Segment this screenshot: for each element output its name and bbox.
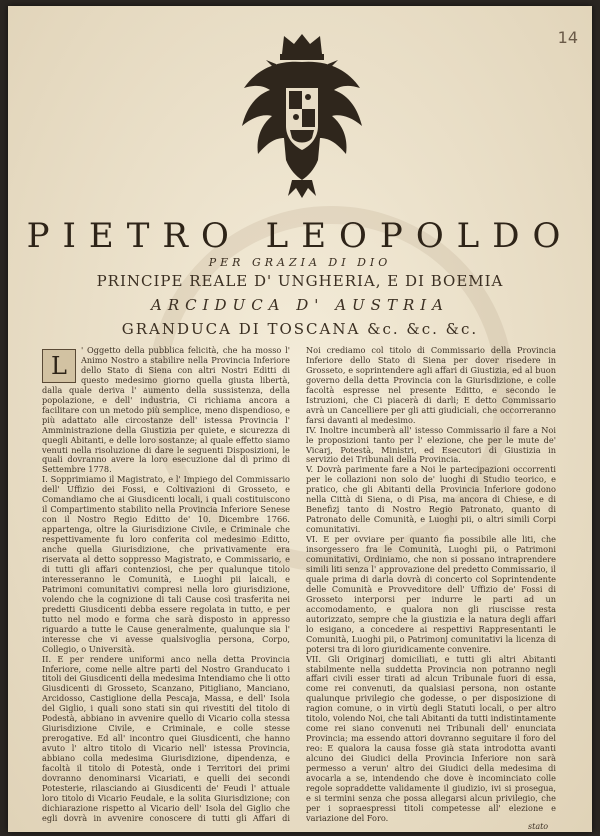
catchword: stato xyxy=(528,822,549,831)
folio-number: 14 xyxy=(557,28,578,47)
paragraph: VI. E per ovviare per quanto fia possibile alle liti, che insorgessero fra le Comunità, Luoghi pii, o Patrimoni comunitativi, Ordiniamo, che non si possano intraprendere simili liti senza l' approvazione del predetto Commissario, il quale prima di darla dovrà di concerto col Soprintendente delle Comunità e Provveditore dell' Uffizio de' Fossi di Grosseto interporsi per indurre le parti ad un accomodamento, e qualora non gli riuscisse resta autorizzato, sempre che la giustizia e la natura degli affari lo esigano, a concedere ai respettivi Rappresentanti le Comunità, Luoghi pii, o Patrimonj comunitativi la licenza di potersi tra di loro giuridicamente convenire. xyxy=(306,534,556,654)
paragraph: VII. Gli Originarj domiciliati, e tutti gli altri Abitanti stabilmente nella suddetta Provincia non potranno negli affari civili esser tirati ad alcun Tribunale fuori di essa, come rei convenuti, da qualsiasi persona, non ostante qualunque privilegio che godesse, o per disposizione di ragion comune, o in virtù degli Statuti locali, o per altro titolo, volendo Noi, che tali Abitanti da tutti indistintamente come rei siano convenuti nei Tribunali dell' enunciata Provincia; ma essendo attori dovranno seguitare il foro del reo: E qualora la causa fosse già stata introdotta avanti alcuno dei Giudici della Provincia Inferiore non sarà permesso a verun' altro dei Giudici della medesima di avocarla a se, intendendo che dove è incominciato colle regole sopraddette validamente il giudizio, ivi si prosegua, e si termini senza che possa allegarsi alcun privilegio, che per i sopraespressi titoli competesse all' elezione e variazione del Foro. xyxy=(306,653,556,823)
title-line-archduke: ARCIDUCA D' AUSTRIA xyxy=(151,296,449,314)
drop-cap: L xyxy=(42,349,76,383)
coat-of-arms-icon xyxy=(236,30,368,202)
paragraph: I. Sopprimiamo il Magistrato, e l' Impiego del Commissario dell' Uffizio dei Fossi, e Coltivazioni di Grosseto, e Comandiamo che ai Giusdicenti locali, i quali costituiscono il Compartimento stabilito nella Provincia Inferiore Senese con il Nostro Regio Editto de' 10. Dicembre 1766. appartenga, oltre la Giurisdizione Civile, e Criminale che respettivamente fu loro conferita col medesimo Editto, anche quella Giurisdizione, che privativamente era riservata al detto soppresso Magistrato, e Commissario, e di tutti gli affari contenziosi, che per qualunque titolo interesseranno le Comunità, e Luoghi pii laicali, e Patrimoni comunitativi compresi nella loro giurisdizione, volendo che la cognizione di tali Cause così trasferita nei predetti Giusdicenti debba essere regolata in tutto, e per tutto nel modo e forma che sarà disposto in appresso riguardo a tutte le Cause generalmente, qualunque sia l' interesse che vi avesse qualsivoglia persona, Corpo, Collegio, o Università. xyxy=(42,474,290,654)
by-grace-line: PER GRAZIA DI DIO xyxy=(208,256,392,269)
text-column-left xyxy=(42,346,290,824)
intro-paragraph xyxy=(42,346,290,475)
paragraph: V. Dovrà parimente fare a Noi le partecipazioni occorrenti per le collazioni non solo de' luoghi di Studio teorico, e pratico, che gli Abitanti della Provincia Inferiore godono nella Città di Siena, o di Pisa, ma ancora di Chiese, e di Benefizj tanto di Nostro Regio Patronato, quanto di Patronato delle Comunità, e Luoghi pii, o altri simili Corpi comunitativi. xyxy=(306,464,556,535)
paragraph: II. E per rendere uniformi anco nella detta Provincia Inferiore, come nelle altre parti del Nostro Granducato i titoli dei Giusdicenti della medesima Intendiamo che li otto Giusdicenti di Grosseto, Scanzano, Pitigliano, Manciano, Arcidosso, Castiglione della Pescaja, Massa, e dell' Isola del Giglio, i quali sono stati sin qui rivestiti del titolo di Podestà, abbiano in avvenire quello di Vicario colla stessa Giurisdizione Civile, e Criminale, e colle stesse prerogative. Ed all' incontro quei Giusdicenti, che hanno avuto l' altro titolo di Vicario nell' istessa Provincia, abbiano colla medesima Giurisdizione, dipendenza, e facoltà il titolo di Potestà, onde i Territori dei primi dovranno denominarsi Vicariati, e quelli dei secondi Potesterie, rilasciando ai Giusdicenti de' Feudi l' attuale loro titolo di Vicario Feudale, e la solita Giurisdizione; con dichiarazione rispetto al Vicario dell' Isola del Giglio che egli dovrà in avvenire conoscere di tutti gli Affari di xyxy=(42,653,290,823)
paragraph: IV. Inoltre incumberà all' istesso Commissario il fare a Noi le proposizioni tanto per l' elezione, che per le mute de' Vicarj, Potestà, Ministri, ed Esecutori di Giustizia in servizio dei Tribunali della Provincia. xyxy=(306,424,556,465)
text-column-right xyxy=(306,346,556,824)
document-page xyxy=(8,6,592,832)
page-title: PIETRO LEOPOLDO xyxy=(26,216,574,256)
intro-text: ' Oggetto della pubblica felicità, che ha mosso l' Animo Nostro a stabilire nella Provincia Inferiore dello Stato di Siena con altri Nostri Editti di questo medesimo giorno quella giusta libertà, dalla quale deriva l' aumento della sussistenza, della popolazione, e dell' industria, Ci richiama ancora a facilitare con un metodo più semplice, meno dispendioso, e più adattato alle circostanze dell' istessa Provincia l' Amministrazione della Giustizia per quiete, e sicurezza di quegli Abitanti, e delle loro sostanze; al quale effetto siamo venuti nella risoluzione di dare le seguenti Disposizioni, le quali dovranno avere la loro esecuzione dal dì primo di Settembre 1778. xyxy=(42,346,290,475)
paragraph: Noi crediamo col titolo di Commissario della Provincia Inferiore dello Stato di Siena per dover risedere in Grosseto, e soprintendere agli affari di Giustizia, ed al buon governo della detta Provincia con la Giurisdizione, e colle facoltà espresse nel presente Editto, e secondo le Istruzioni, che Ci piacerà di darli; E detto Commissario avrà un Cancelliere per gli atti giudiciali, che occorreranno farsi davanti al medesimo. xyxy=(306,346,556,425)
title-line-grand-duke: GRANDUCA DI TOSCANA &c. &c. &c. xyxy=(121,320,479,338)
title-line-hungary-bohemia: PRINCIPE REALE D' UNGHERIA, E DI BOEMIA xyxy=(96,272,504,290)
